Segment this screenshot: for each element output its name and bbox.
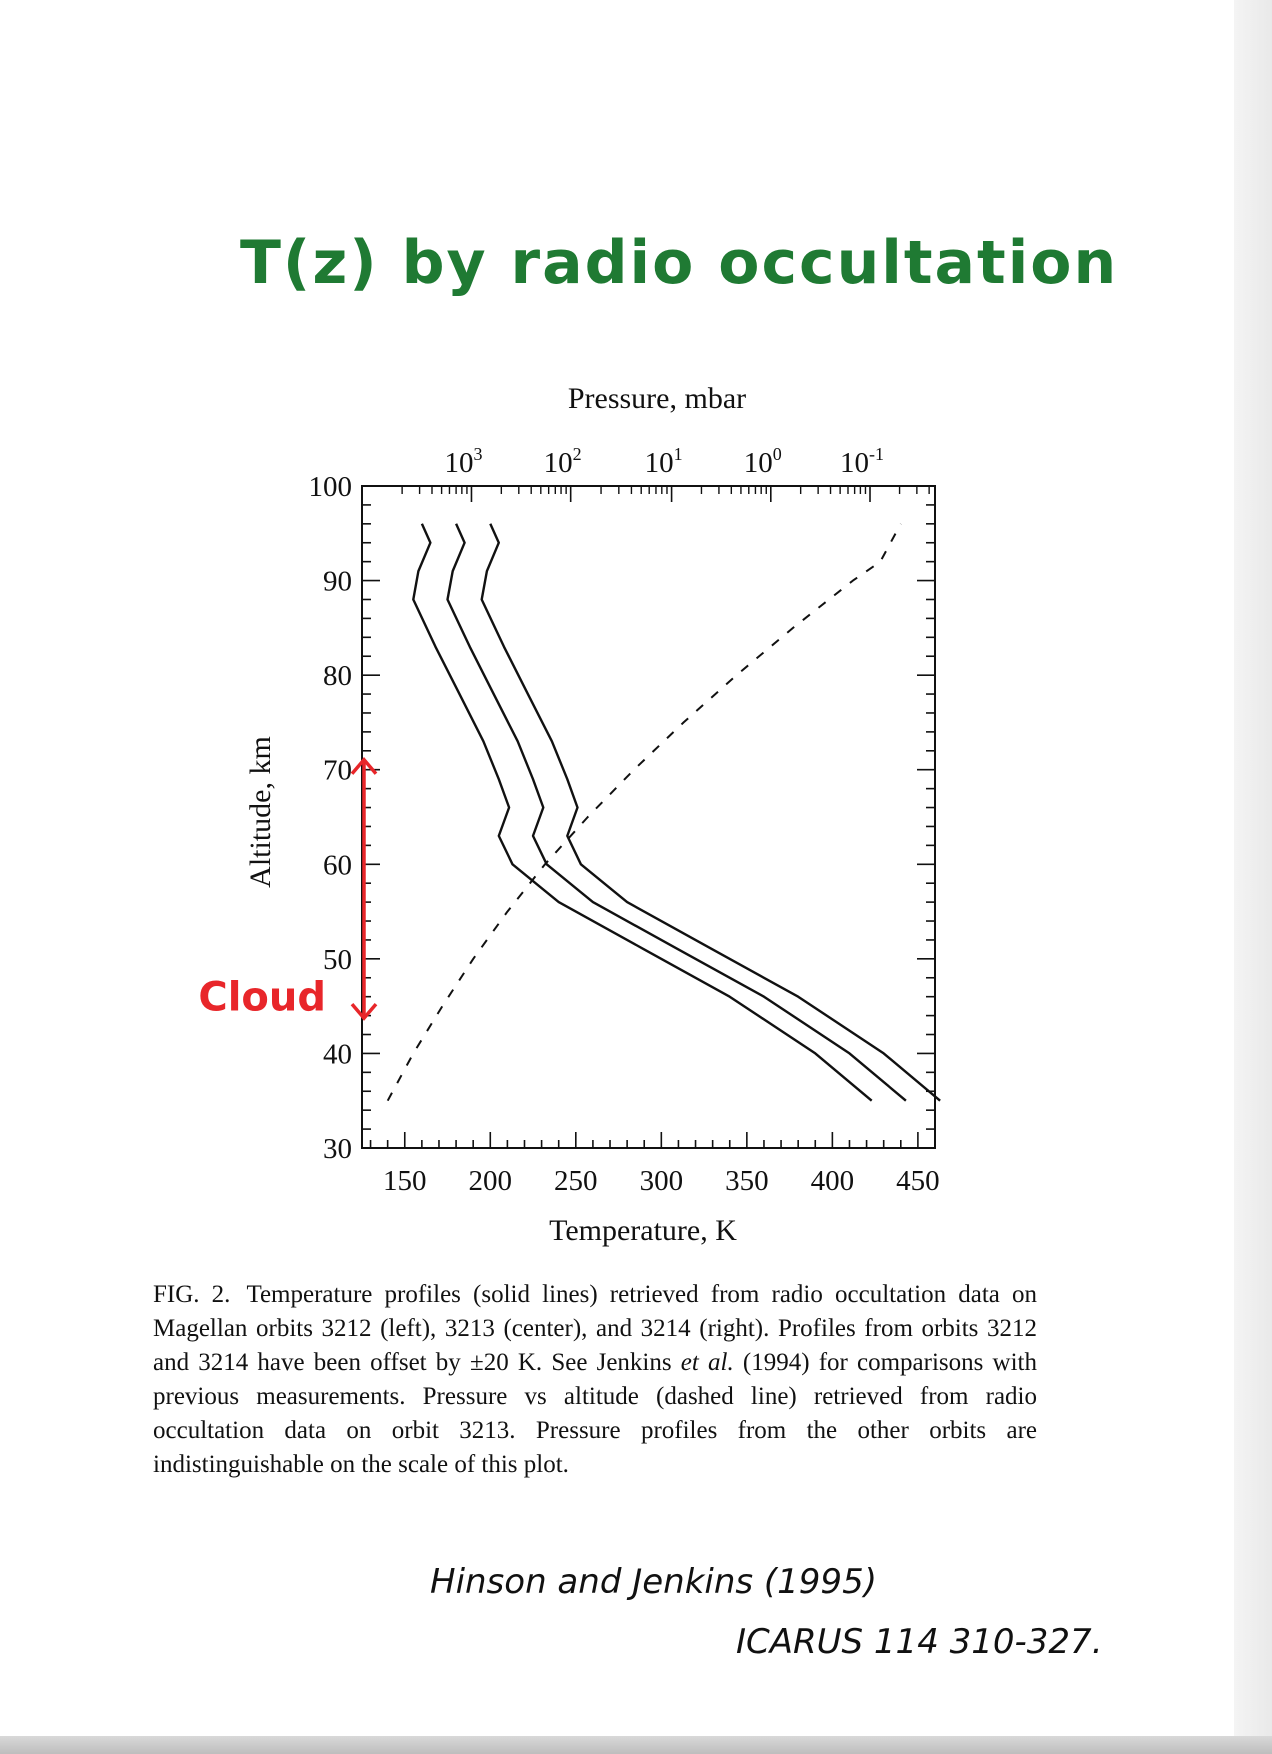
y-tick-label: 80 (323, 660, 352, 693)
series-layer (388, 524, 940, 1101)
top-tick-label: $10^0$ (743, 444, 782, 479)
x-tick-label: 150 (383, 1165, 427, 1197)
x-tick-label: 200 (468, 1165, 513, 1197)
top-tick-label: $10^2$ (543, 444, 582, 479)
y-tick-label: 40 (323, 1038, 352, 1071)
temperature-profile-line (413, 524, 871, 1101)
y-tick-label: 100 (308, 471, 352, 503)
caption-label: FIG. 2. (153, 1281, 231, 1308)
x-tick-label: 450 (896, 1165, 940, 1197)
plot-border (362, 486, 935, 1148)
x-tick-label: 250 (554, 1165, 598, 1197)
y-tick-label: 90 (323, 565, 352, 598)
top-tick-exponent: -1 (869, 444, 885, 464)
x-tick-label: 400 (810, 1165, 855, 1197)
top-tick-label: $10^3$ (444, 444, 483, 479)
citation-authors: Hinson and Jenkins (1995) (430, 1562, 877, 1602)
cloud-annotation (198, 760, 376, 1021)
top-tick-exponent: 1 (673, 444, 683, 464)
top-tick-exponent: 3 (473, 444, 483, 464)
y-tick-label: 50 (323, 943, 352, 976)
y-tick-label: 30 (323, 1133, 352, 1165)
top-tick-exponent: 0 (772, 444, 782, 464)
plot-frame (362, 486, 935, 1148)
caption-text-2: (1994) for comparisons with previous measurements. Pressure vs altitude (dashed line) retrieved from radio occultation data on orbit 3213. Pressure profiles from the other orbits are indistinguishable on the scale of this plot. (153, 1349, 1037, 1478)
top-tick-label: $10^1$ (644, 444, 683, 479)
figure-caption (153, 1278, 1037, 1482)
y-tick-label: 70 (323, 754, 352, 787)
axis-ticks (362, 486, 935, 1148)
x-tick-label: 300 (639, 1165, 684, 1197)
temperature-profile-line (448, 524, 906, 1101)
top-tick-exponent: 2 (572, 444, 582, 464)
tick-labels (309, 444, 940, 1197)
temperature-profile-line (482, 524, 940, 1101)
x-tick-label: 350 (725, 1165, 769, 1197)
top-axis-label: Pressure, mbar (567, 382, 747, 415)
handwritten-title: T(z) by radio occultation (240, 228, 1119, 298)
cloud-label: Cloud (198, 974, 326, 1021)
caption-italic: et al. (680, 1349, 734, 1376)
x-axis-label: Temperature, K (549, 1214, 737, 1247)
top-tick-label: $10^{-1}$ (840, 444, 885, 479)
caption-text-1: Temperature profiles (solid lines) retrieved from radio occultation data on Magellan orbits 3212 (left), 3213 (center), and 3214 (right). Profiles from orbits 3212 and 3214 have been offset by ±20 K. See Jenkins (153, 1281, 1038, 1376)
citation-journal: ICARUS 114 310-327. (736, 1622, 1103, 1662)
y-tick-label: 60 (323, 849, 352, 882)
y-axis-label: Altitude, km (244, 736, 277, 888)
